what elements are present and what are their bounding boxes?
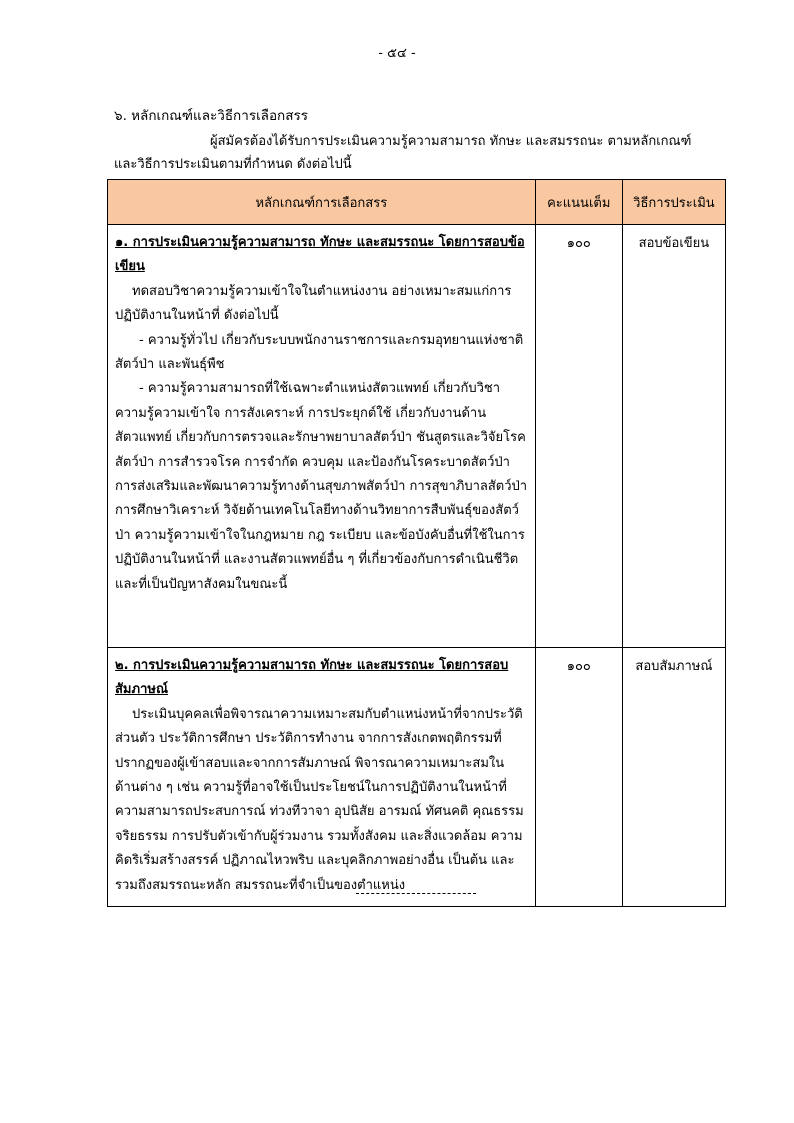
criteria-item-title: ๒. การประเมินความรู้ความสามารถ ทักษะ และสมรรถนะ โดยการสอบสัมภาษณ์ — [115, 658, 509, 698]
score-cell: ๑๐๐ — [535, 225, 622, 648]
table-row — [108, 225, 726, 648]
criteria-description: ประเมินบุคคลเพื่อพิจารณาความเหมาะสมกับตำแหน่งหน้าที่จากประวัติส่วนตัว ประวัติการศึกษา ประวัติการทำงาน จากการสังเกตพฤติกรรมที่ปรากฏของผู้เข้าสอบและจากการสัมภาษณ์ พิจารณาความเหมาะสมในด้านต่าง ๆ เช่น ความรู้ที่อาจใช้เป็นประโยชน์ในการปฏิบัติงานในหน้าที่ ความสามารถประสบการณ์ ท่วงทีวาจา อุปนิสัย อารมณ์ ทัศนคติ คุณธรรม จริยธรรม การปรับตัวเข้ากับผู้ร่วมงาน รวมทั้งสังคม และสิ่งแวดล้อม ความคิดริเริ่มสร้างสรรค์ ปฏิภาณไหวพริบ และบุคลิกภาพอย่างอื่น เป็นต้น และรวมถึงสมรรถนะหลัก สมรรถนะที่จำเป็นของตำแหน่ง — [115, 706, 524, 893]
table-header-row — [108, 180, 726, 225]
intro-text-line-2: และวิธีการประเมินตามที่กำหนด ดังต่อไปนี้ — [114, 157, 352, 172]
header-criteria: หลักเกณฑ์การเลือกสรร — [108, 180, 536, 225]
method-cell: สอบข้อเขียน — [622, 225, 725, 648]
header-score: คะแนนเต็ม — [535, 180, 622, 225]
criteria-cell — [108, 648, 536, 907]
header-method: วิธีการประเมิน — [622, 180, 725, 225]
score-cell: ๑๐๐ — [535, 648, 622, 907]
criteria-table — [107, 179, 726, 907]
method-cell: สอบสัมภาษณ์ — [622, 648, 725, 907]
section-heading: ๖. หลักเกณฑ์และวิธีการเลือกสรร — [114, 108, 308, 124]
criteria-bullet: - ความรู้ความสามารถที่ใช้เฉพาะตำแหน่งสัตวแพทย์ เกี่ยวกับวิชาความรู้ความเข้าใจ การสังเคราะห์ การประยุกต์ใช้ เกี่ยวกับงานด้านสัตวแพทย์ เกี่ยวกับการตรวจและรักษาพยาบาลสัตว์ป่า ชันสูตรและวิจัยโรคสัตว์ป่า การสำรวจโรค การจำกัด ควบคุม และป้องกันโรคระบาดสัตว์ป่า การส่งเสริมและพัฒนาความรู้ทางด้านสุขภาพสัตว์ป่า การสุขาภิบาลสัตว์ป่า การศึกษาวิเคราะห์ วิจัยด้านเทคโนโลยีทางด้านวิทยาการสืบพันธุ์ของสัตว์ป่า ความรู้ความเข้าใจในกฎหมาย กฎ ระเบียบ และข้อบังคับอื่นที่ใช้ในการปฏิบัติงานในหน้าที่ และงานสัตวแพทย์อื่น ๆ ที่เกี่ยวข้องกับการดำเนินชีวิต และที่เป็นปัญหาสังคมในขณะนี้ — [115, 381, 528, 592]
criteria-description: ทดสอบวิชาความรู้ความเข้าใจในตำแหน่งงาน อย่างเหมาะสมแก่การปฏิบัติงานในหน้าที่ ดังต่อไปนี้ — [115, 283, 512, 324]
table-row — [108, 648, 726, 907]
criteria-bullet: - ความรู้ทั่วไป เกี่ยวกับระบบพนักงานราชการและกรมอุทยานแห่งชาติ สัตว์ป่า และพันธุ์พืช — [115, 332, 524, 373]
criteria-item-title: ๑. การประเมินความรู้ความสามารถ ทักษะ และสมรรถนะ โดยการสอบข้อเขียน — [115, 235, 525, 275]
end-divider — [356, 893, 476, 894]
intro-text-line-1: ผู้สมัครต้องได้รับการประเมินความรู้ความสามารถ ทักษะ และสมรรถนะ ตามหลักเกณฑ์ — [210, 134, 692, 149]
criteria-cell — [108, 225, 536, 648]
page-number: - ๕๔ - — [378, 46, 416, 61]
